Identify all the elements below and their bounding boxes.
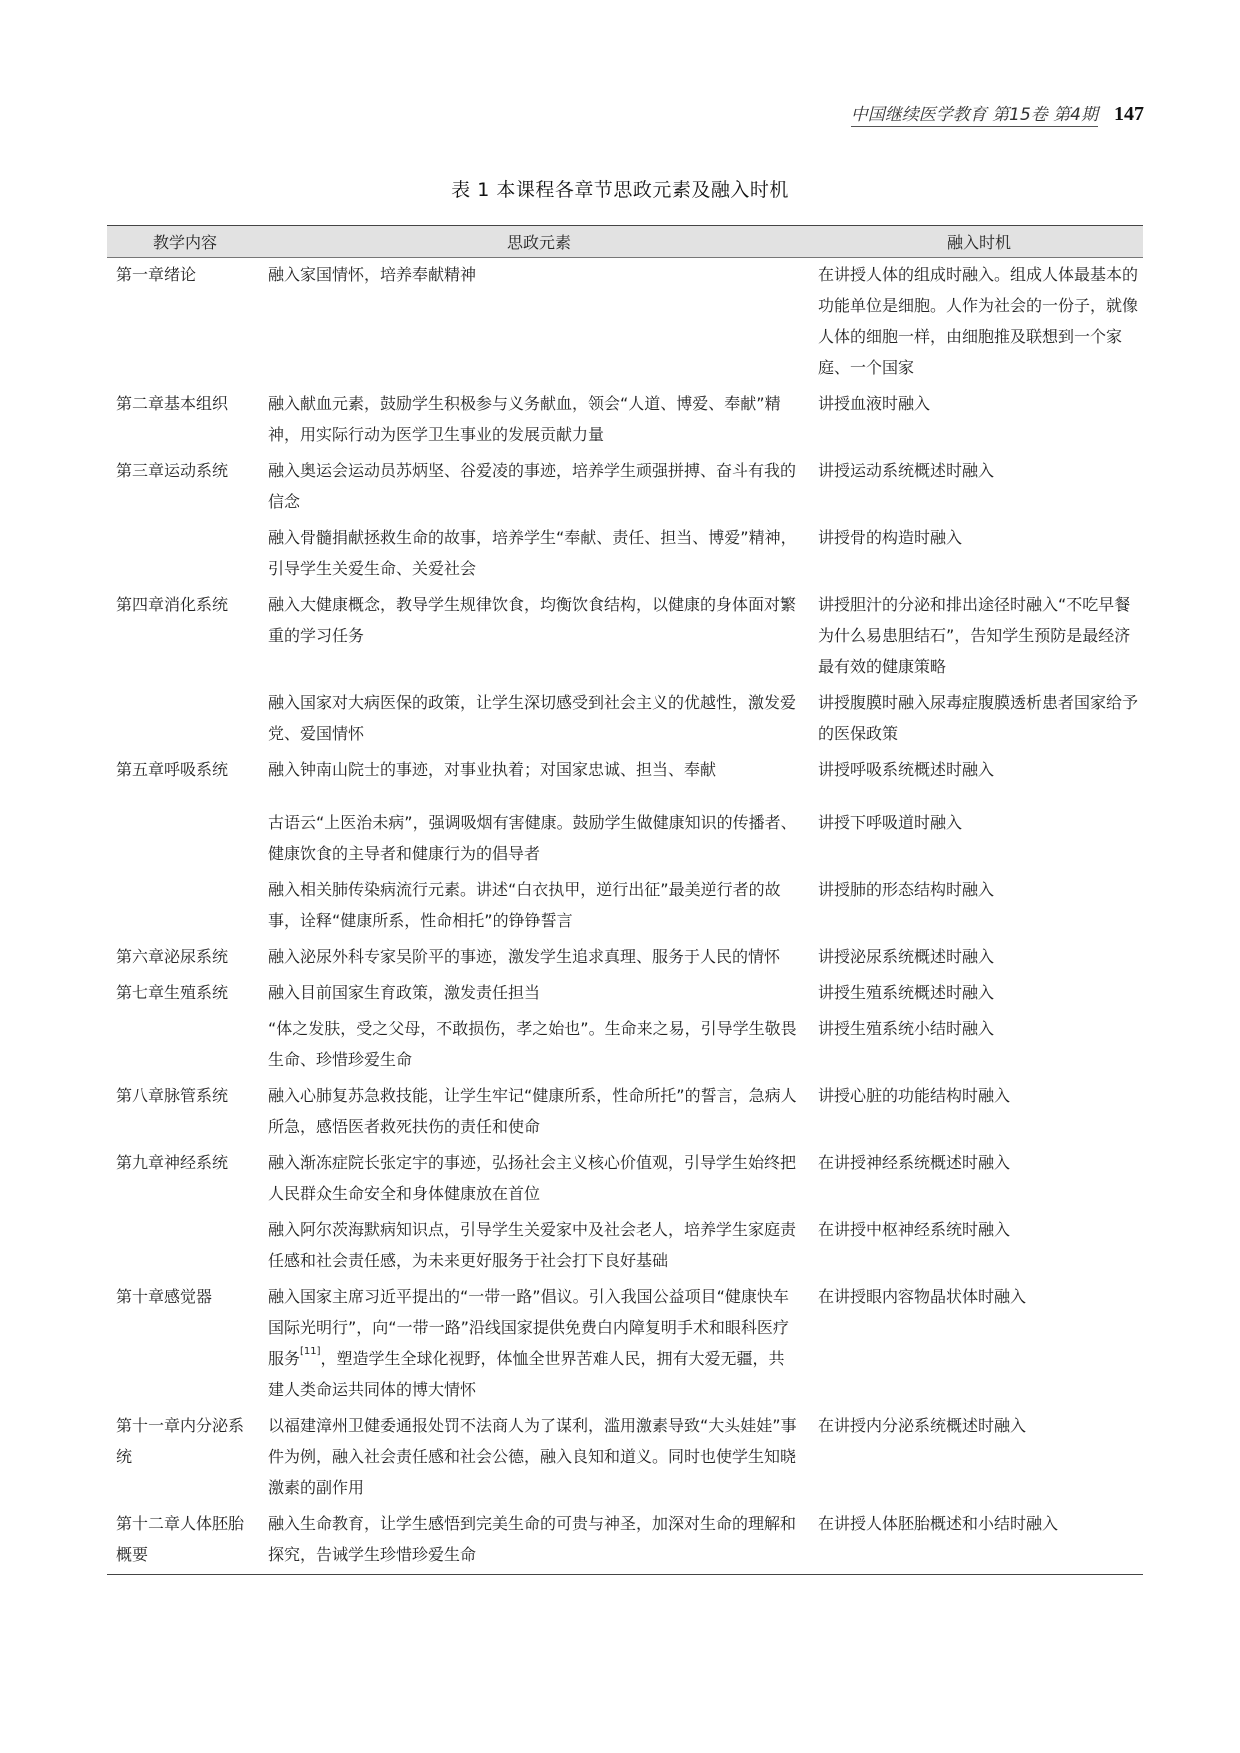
table-row: [107, 387, 1143, 454]
element-cell: 融入大健康概念，教导学生规律饮食，均衡饮食结构，以健康的身体面对繁重的学习任务: [268, 595, 797, 645]
chapter-cell: 第三章运动系统: [116, 461, 229, 480]
timing-cell: 讲授生殖系统小结时融入: [818, 1019, 995, 1038]
element-cell: 融入生命教育，让学生感悟到完美生命的可贵与神圣，加深对生命的理解和探究，告诫学生珍惜珍爱生命: [263, 1507, 815, 1575]
table-row: [107, 1409, 1143, 1507]
element-cell: 融入相关肺传染病流行元素。讲述“白衣执甲，逆行出征”最美逆行者的故事，诠释“健康所系，性命相托”的铮铮誓言: [268, 880, 781, 930]
table-row: [107, 940, 1143, 976]
chapter-cell: 第十章感觉器: [116, 1287, 213, 1306]
reference-marker: [11]: [300, 1346, 321, 1357]
ideology-table: [107, 225, 1143, 1575]
table-container: [107, 225, 1143, 1575]
element-cell: 融入献血元素，鼓励学生积极参与义务献血，领会“人道、博爱、奉献”精神，用实际行动为医学卫生事业的发展贡献力量: [268, 394, 781, 444]
chapter-cell: 第四章消化系统: [116, 595, 229, 614]
table-row: [107, 976, 1143, 1012]
chapter-cell: 第十一章内分泌系统: [116, 1416, 245, 1466]
table-row: [107, 454, 1143, 521]
element-cell: 融入泌尿外科专家吴阶平的事迹，激发学生追求真理、服务于人民的情怀: [268, 947, 781, 966]
timing-cell: 讲授泌尿系统概述时融入: [818, 947, 995, 966]
table-row: [107, 1213, 1143, 1280]
header-teaching-content: 教学内容: [107, 226, 263, 258]
element-cell: “体之发肤，受之父母，不敢损伤，孝之始也”。生命来之易，引导学生敬畏生命、珍惜珍爱生命: [268, 1019, 797, 1069]
timing-cell: 讲授胆汁的分泌和排出途径时融入“不吃早餐为什么易患胆结石”，告知学生预防是最经济最有效的健康策略: [818, 595, 1131, 676]
element-cell: 融入目前国家生育政策，激发责任担当: [268, 983, 541, 1002]
table-row: [107, 1079, 1143, 1146]
timing-cell: 讲授生殖系统概述时融入: [818, 983, 995, 1002]
timing-cell: 讲授心脏的功能结构时融入: [818, 1086, 1011, 1105]
element-cell: 融入骨髓捐献拯救生命的故事，培养学生“奉献、责任、担当、博爱”精神，引导学生关爱生命、关爱社会: [268, 528, 797, 578]
chapter-cell: 第六章泌尿系统: [116, 947, 229, 966]
page-number: 147: [1114, 103, 1144, 125]
table-row: [107, 1146, 1143, 1213]
running-header: [851, 100, 1144, 127]
element-cell: [263, 1280, 815, 1409]
timing-cell: 讲授运动系统概述时融入: [818, 461, 995, 480]
table-row: [107, 1507, 1143, 1575]
element-cell: 融入奥运会运动员苏炳坚、谷爱凌的事迹，培养学生顽强拼搏、奋斗有我的信念: [268, 461, 797, 511]
timing-cell: 在讲授人体胚胎概述和小结时融入: [815, 1507, 1143, 1575]
element-cell: 融入渐冻症院长张定宇的事迹，弘扬社会主义核心价值观，引导学生始终把人民群众生命安全和身体健康放在首位: [268, 1153, 797, 1203]
element-text-pre: 融入国家主席习近平提出的“一带一路”倡议。引入我国公益项目“健康快车国际光明行”，向“一带一路”沿线国家提供免费白内障复明手术和眼科医疗服务: [268, 1287, 789, 1368]
chapter-cell: [107, 806, 263, 873]
element-cell: 融入钟南山院士的事迹，对事业执着；对国家忠诚、担当、奉献: [268, 760, 717, 779]
chapter-cell: 第八章脉管系统: [116, 1086, 229, 1105]
chapter-cell: 第九章神经系统: [116, 1153, 229, 1172]
chapter-cell: [107, 1012, 263, 1079]
chapter-cell: 第五章呼吸系统: [116, 760, 229, 779]
table-row: [107, 588, 1143, 686]
table-row: [107, 1280, 1143, 1409]
table-row: [107, 1012, 1143, 1079]
table-row: [107, 806, 1143, 873]
chapter-cell: [107, 686, 263, 753]
element-cell: 融入阿尔茨海默病知识点，引导学生关爱家中及社会老人，培养学生家庭责任感和社会责任感，为未来更好服务于社会打下良好基础: [268, 1220, 797, 1270]
table-row: [107, 258, 1143, 388]
table-row: [107, 753, 1143, 806]
chapter-cell: [107, 1213, 263, 1280]
timing-cell: 在讲授内分泌系统概述时融入: [818, 1416, 1027, 1435]
chapter-cell: 第十二章人体胚胎概要: [107, 1507, 263, 1575]
element-cell: 融入心肺复苏急救技能，让学生牢记“健康所系，性命所托”的誓言，急病人所急，感悟医者救死扶伤的责任和使命: [268, 1086, 797, 1136]
table-row: [107, 686, 1143, 753]
header-integration-timing: 融入时机: [815, 226, 1143, 258]
chapter-cell: [107, 873, 263, 940]
journal-title: 中国继续医学教育 第15卷 第4期: [851, 100, 1098, 127]
element-cell: 融入家国情怀，培养奉献精神: [268, 265, 477, 284]
element-cell: 融入国家对大病医保的政策，让学生深切感受到社会主义的优越性，激发爱党、爱国情怀: [268, 693, 797, 743]
table-caption: 表 1 本课程各章节思政元素及融入时机: [451, 179, 789, 201]
element-text-post: ，塑造学生全球化视野，体恤全世界苦难人民，拥有大爱无疆，共建人类命运共同体的博大情怀: [268, 1349, 785, 1399]
table-row: [107, 873, 1143, 940]
timing-cell: 在讲授眼内容物晶状体时融入: [818, 1287, 1027, 1306]
element-cell: 以福建漳州卫健委通报处罚不法商人为了谋利，滥用激素导致“大头娃娃”事件为例，融入社会责任感和社会公德，融入良知和道义。同时也使学生知晓激素的副作用: [268, 1416, 797, 1497]
chapter-cell: [107, 521, 263, 588]
chapter-cell: 第二章基本组织: [116, 394, 229, 413]
timing-cell: 讲授血液时融入: [818, 394, 931, 413]
timing-cell: 在讲授神经系统概述时融入: [818, 1153, 1011, 1172]
chapter-cell: 第七章生殖系统: [116, 983, 229, 1002]
timing-cell: 讲授肺的形态结构时融入: [818, 880, 995, 899]
table-row: [107, 521, 1143, 588]
element-cell: 古语云“上医治未病”，强调吸烟有害健康。鼓励学生做健康知识的传播者、健康饮食的主导者和健康行为的倡导者: [268, 813, 797, 863]
timing-cell: 讲授骨的构造时融入: [818, 528, 963, 547]
timing-cell: 在讲授中枢神经系统时融入: [818, 1220, 1011, 1239]
header-ideology-element: 思政元素: [263, 226, 815, 258]
timing-cell: 在讲授人体的组成时融入。组成人体最基本的功能单位是细胞。人作为社会的一份子，就像人体的细胞一样，由细胞推及联想到一个家庭、一个国家: [818, 265, 1139, 377]
timing-cell: 讲授呼吸系统概述时融入: [818, 760, 995, 779]
table-header-row: [107, 226, 1143, 258]
timing-cell: 讲授腹膜时融入尿毒症腹膜透析患者国家给予的医保政策: [818, 693, 1139, 743]
chapter-cell: 第一章绪论: [116, 265, 197, 284]
timing-cell: 讲授下呼吸道时融入: [818, 813, 963, 832]
